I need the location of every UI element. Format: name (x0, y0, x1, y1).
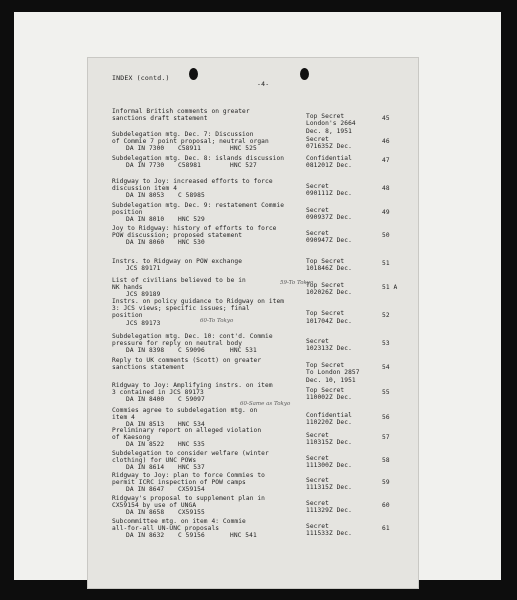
classification-dtg: Secret 111300Z Dec. (306, 455, 352, 470)
classification-dtg: Secret 090947Z Dec. (306, 230, 352, 245)
classification-dtg: Secret 111315Z Dec. (306, 477, 352, 492)
reference-number: HNC 531 (230, 347, 257, 355)
reference-number: C58981 (178, 162, 201, 170)
item-number: 61 (382, 525, 390, 533)
item-number: 46 (382, 138, 390, 146)
handwritten-note: 59-To Tokyo (280, 280, 314, 286)
reference-number: DA IN 8513 (126, 421, 165, 429)
entry-description: Reply to UK comments (Scott) on greater sanctions statement (112, 357, 262, 372)
reference-number: C 58985 (178, 192, 205, 200)
reference-number: DA IN 8614 (126, 464, 165, 472)
index-label: INDEX (contd.) (112, 74, 170, 82)
entry-description: Ridgway to Joy: Amplifying instrs. on item 3 contained in JCS 89173 (112, 382, 273, 397)
reference-number: C58911 (178, 145, 201, 153)
item-number: 58 (382, 457, 390, 465)
entry-description: Instrs. to Ridgway on POW exchange (112, 258, 243, 265)
reference-number: CX59154 (178, 486, 205, 494)
item-number: 60 (382, 502, 390, 510)
reference-number: JCS 89189 (126, 291, 161, 299)
reference-number: DA IN 8658 (126, 509, 165, 517)
entry-description: Commies agree to subdelegation mtg. on item 4 (112, 407, 258, 422)
reference-number: JCS 89173 (126, 319, 161, 327)
reference-number: DA IN 8632 (126, 532, 165, 540)
classification-dtg: Top Secret To London 2857 Dec. 10, 1951 (306, 362, 360, 384)
reference-number: DA IN 8522 (126, 441, 165, 449)
item-number: 54 (382, 364, 390, 372)
reference-number: HNC 534 (178, 421, 205, 429)
entry-description: Ridgway to Joy: increased efforts to force discussion item 4 (112, 178, 273, 193)
reference-number: HNC 535 (178, 441, 205, 449)
classification-dtg: Secret 111329Z Dec. (306, 500, 352, 515)
entry-description: Subcommittee mtg. on item 4: Commie all-for-all UN-UNC proposals (112, 518, 246, 533)
item-number: 47 (382, 157, 390, 164)
classification-dtg: Confidential 081201Z Dec. (306, 155, 352, 170)
item-number: 51 A (382, 284, 398, 292)
reference-number: DA IN 8010 (126, 216, 165, 224)
reference-number: DA IN 8400 (126, 396, 165, 404)
entry-description: Subdelegation mtg. Dec. 7: Discussion of Commie 7 point proposal; neutral organ (112, 131, 269, 146)
entry-description: Ridgway's proposal to supplement plan in CX59154 by use of UNGA (112, 495, 266, 510)
classification-dtg: Top Secret 101704Z Dec. (306, 310, 352, 325)
reference-number: DA IN 7300 (126, 145, 165, 153)
page-mark: -4- (257, 80, 270, 88)
entry-description: Preliminary report on alleged violation of Kaesong (112, 427, 262, 442)
classification-dtg: Secret 071635Z Dec. (306, 136, 352, 151)
reference-number: JCS 89171 (126, 265, 161, 273)
entry-description: Instrs. on policy guidance to Ridgway on item 3: JCS views; specific issues; final position (112, 298, 285, 320)
entry-description: List of civilians believed to be in NK hands (112, 277, 246, 292)
classification-dtg: Secret 102313Z Dec. (306, 338, 352, 353)
reference-number: DA IN 8053 (126, 192, 165, 200)
reference-number: C 59097 (178, 396, 205, 404)
item-number: 51 (382, 260, 390, 267)
classification-dtg: Secret 110315Z Dec. (306, 432, 352, 447)
reference-number: HNC 529 (178, 216, 205, 224)
entry-description: Informal British comments on greater sanctions draft statement (112, 108, 250, 123)
reference-number: DA IN 7730 (126, 162, 165, 170)
entry-description: Subdelegation mtg. Dec. 9: restatement Commie position (112, 202, 285, 217)
classification-dtg: Secret 090937Z Dec. (306, 207, 352, 222)
reference-number: HNC 530 (178, 239, 205, 247)
reference-number: C 59156 (178, 532, 205, 540)
classification-dtg: Top Secret 110002Z Dec. (306, 387, 352, 402)
item-number: 50 (382, 232, 390, 240)
classification-dtg: Top Secret 102026Z Dec. (306, 282, 352, 297)
classification-dtg: Top Secret London's 2664 Dec. 8, 1951 (306, 113, 356, 135)
item-number: 52 (382, 312, 390, 320)
reference-number: DA IN 8647 (126, 486, 165, 494)
item-number: 55 (382, 389, 390, 397)
item-number: 48 (382, 185, 390, 193)
classification-dtg: Secret 090111Z Dec. (306, 183, 352, 198)
handwritten-note: 60-To Tokyo (200, 318, 234, 324)
reference-number: HNC 527 (230, 162, 257, 170)
reference-number: HNC 525 (230, 145, 257, 153)
handwritten-note: 60-Same as Tokyo (240, 401, 291, 407)
punch-hole (189, 68, 198, 80)
entry-description: Joy to Ridgway: history of efforts to force POW discussion; proposed statement (112, 225, 277, 240)
reference-number: HNC 537 (178, 464, 205, 472)
entry-description: Subdelegation mtg. Dec. 10: cont'd. Commie pressure for reply on neutral body (112, 333, 273, 348)
classification-dtg: Confidential 110220Z Dec. (306, 412, 352, 427)
item-number: 57 (382, 434, 390, 442)
classification-dtg: Top Secret 101846Z Dec. (306, 258, 352, 273)
reference-number: C 59096 (178, 347, 205, 355)
punch-hole (300, 68, 309, 80)
item-number: 59 (382, 479, 390, 487)
entry-description: Subdelegation mtg. Dec. 8: islands discussion (112, 155, 285, 162)
reference-number: DA IN 8398 (126, 347, 165, 355)
reference-number: DA IN 8060 (126, 239, 165, 247)
classification-dtg: Secret 111533Z Dec. (306, 523, 352, 538)
item-number: 45 (382, 115, 390, 123)
entry-description: Subdelegation to consider welfare (winter clothing) for UNC POWs (112, 450, 269, 465)
document-page (88, 58, 418, 588)
item-number: 53 (382, 340, 390, 348)
item-number: 49 (382, 209, 390, 217)
reference-number: CX59155 (178, 509, 205, 517)
reference-number: HNC 541 (230, 532, 257, 540)
entry-description: Ridgway to Joy: plan to force Commies to permit ICRC inspection of POW camps (112, 472, 266, 487)
item-number: 56 (382, 414, 390, 422)
